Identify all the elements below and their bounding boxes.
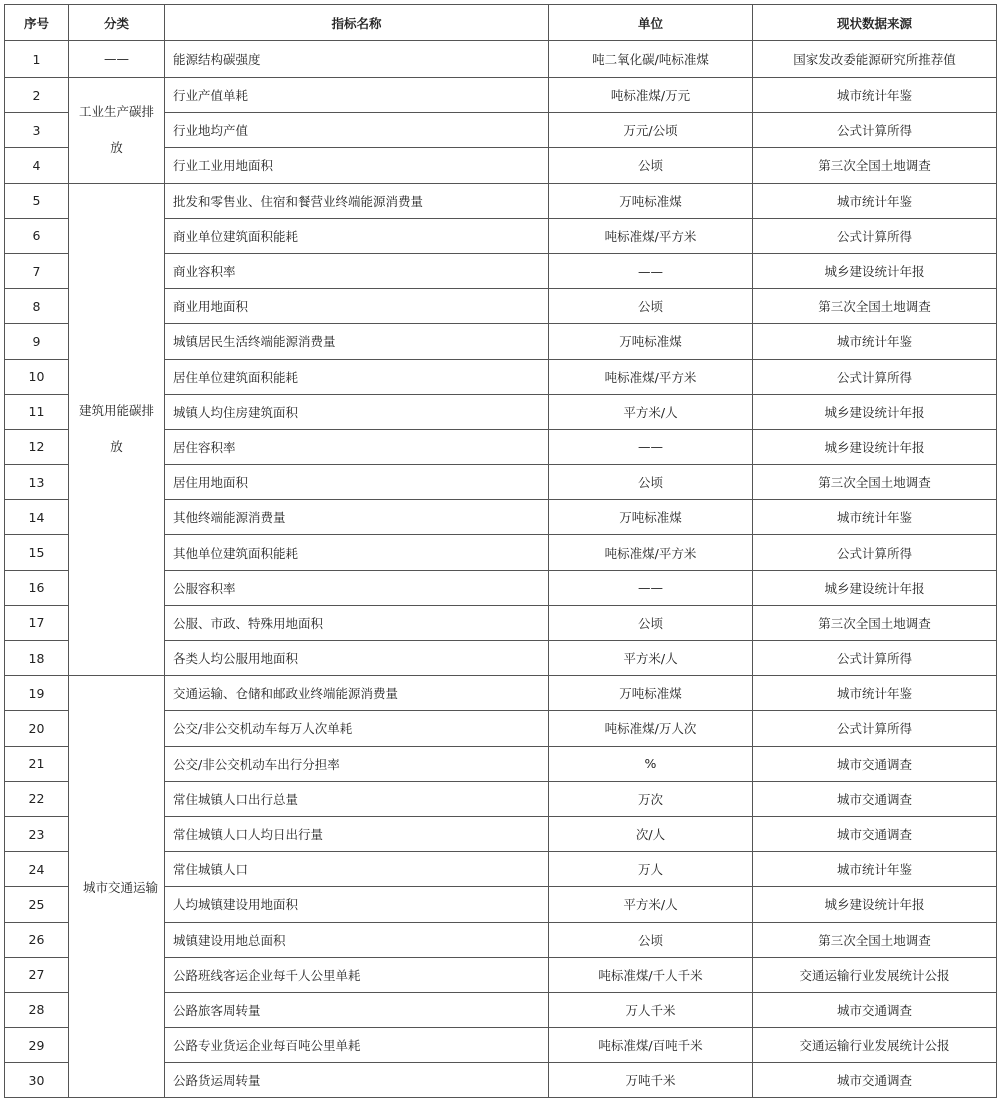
indicator-name: 公路专业货运企业每百吨公里单耗	[165, 1028, 549, 1063]
unit: 万吨千米	[549, 1063, 753, 1098]
row-number: 27	[5, 957, 69, 992]
header-row	[5, 5, 997, 41]
row-number: 9	[5, 324, 69, 359]
indicator-name: 能源结构碳强度	[165, 41, 549, 78]
indicator-name: 公交/非公交机动车出行分担率	[165, 746, 549, 781]
header-indicator-name: 指标名称	[165, 5, 549, 41]
data-source: 城市交通调查	[753, 746, 997, 781]
row-number: 19	[5, 676, 69, 711]
data-source: 城市统计年鉴	[753, 78, 997, 113]
row-number: 7	[5, 253, 69, 288]
data-source: 城乡建设统计年报	[753, 570, 997, 605]
row-number: 4	[5, 148, 69, 183]
data-source: 城市交通调查	[753, 992, 997, 1027]
row-number: 26	[5, 922, 69, 957]
unit: 万吨标准煤	[549, 676, 753, 711]
row-number: 11	[5, 394, 69, 429]
indicator-name: 其他单位建筑面积能耗	[165, 535, 549, 570]
unit: 吨标准煤/平方米	[549, 535, 753, 570]
table-row	[5, 183, 997, 218]
indicator-name: 商业单位建筑面积能耗	[165, 218, 549, 253]
unit: 公顷	[549, 605, 753, 640]
indicator-table	[4, 4, 997, 1098]
row-number: 13	[5, 465, 69, 500]
row-number: 15	[5, 535, 69, 570]
unit: 平方米/人	[549, 887, 753, 922]
indicator-name: 常住城镇人口人均日出行量	[165, 816, 549, 851]
unit: ——	[549, 429, 753, 464]
row-number: 22	[5, 781, 69, 816]
unit: 万元/公顷	[549, 113, 753, 148]
row-number: 6	[5, 218, 69, 253]
indicator-name: 交通运输、仓储和邮政业终端能源消费量	[165, 676, 549, 711]
category-cell: 建筑用能碳排放	[69, 183, 165, 676]
unit: 吨二氧化碳/吨标准煤	[549, 41, 753, 78]
indicator-name: 常住城镇人口出行总量	[165, 781, 549, 816]
unit: 公顷	[549, 289, 753, 324]
table-row	[5, 676, 997, 711]
unit: 万吨标准煤	[549, 324, 753, 359]
unit: 吨标准煤/万元	[549, 78, 753, 113]
category-cell: ——	[69, 41, 165, 78]
data-source: 公式计算所得	[753, 359, 997, 394]
indicator-name: 城镇居民生活终端能源消费量	[165, 324, 549, 359]
data-source: 第三次全国土地调查	[753, 289, 997, 324]
unit: 平方米/人	[549, 394, 753, 429]
indicator-name: 行业地均产值	[165, 113, 549, 148]
header-category: 分类	[69, 5, 165, 41]
indicator-name: 公交/非公交机动车每万人次单耗	[165, 711, 549, 746]
unit: ——	[549, 570, 753, 605]
data-source: 城乡建设统计年报	[753, 429, 997, 464]
row-number: 2	[5, 78, 69, 113]
unit: 万吨标准煤	[549, 500, 753, 535]
unit: 公顷	[549, 922, 753, 957]
data-source: 交通运输行业发展统计公报	[753, 957, 997, 992]
indicator-name: 居住单位建筑面积能耗	[165, 359, 549, 394]
row-number: 21	[5, 746, 69, 781]
row-number: 14	[5, 500, 69, 535]
data-source: 第三次全国土地调查	[753, 465, 997, 500]
row-number: 16	[5, 570, 69, 605]
data-source: 城乡建设统计年报	[753, 394, 997, 429]
header-unit: 单位	[549, 5, 753, 41]
row-number: 10	[5, 359, 69, 394]
unit: 万人千米	[549, 992, 753, 1027]
unit: ——	[549, 253, 753, 288]
unit: 吨标准煤/平方米	[549, 218, 753, 253]
indicator-name: 商业容积率	[165, 253, 549, 288]
data-source: 第三次全国土地调查	[753, 148, 997, 183]
category-cell: 城市交通运输	[69, 676, 165, 1098]
row-number: 17	[5, 605, 69, 640]
row-number: 23	[5, 816, 69, 851]
header-no: 序号	[5, 5, 69, 41]
data-source: 城乡建设统计年报	[753, 253, 997, 288]
data-source: 公式计算所得	[753, 711, 997, 746]
data-source: 公式计算所得	[753, 113, 997, 148]
data-source: 城市统计年鉴	[753, 676, 997, 711]
row-number: 25	[5, 887, 69, 922]
indicator-name: 公服容积率	[165, 570, 549, 605]
table-row	[5, 78, 997, 113]
data-source: 城市统计年鉴	[753, 324, 997, 359]
category-cell: 工业生产碳排放	[69, 78, 165, 184]
table-row	[5, 41, 997, 78]
indicator-name: 批发和零售业、住宿和餐营业终端能源消费量	[165, 183, 549, 218]
row-number: 8	[5, 289, 69, 324]
row-number: 20	[5, 711, 69, 746]
row-number: 3	[5, 113, 69, 148]
data-source: 城市统计年鉴	[753, 500, 997, 535]
row-number: 30	[5, 1063, 69, 1098]
header-source: 现状数据来源	[753, 5, 997, 41]
indicator-name: 常住城镇人口	[165, 852, 549, 887]
data-source: 城市统计年鉴	[753, 852, 997, 887]
row-number: 24	[5, 852, 69, 887]
indicator-name: 行业产值单耗	[165, 78, 549, 113]
data-source: 城市交通调查	[753, 1063, 997, 1098]
indicator-name: 各类人均公服用地面积	[165, 641, 549, 676]
unit: 平方米/人	[549, 641, 753, 676]
data-source: 城市统计年鉴	[753, 183, 997, 218]
unit: 万吨标准煤	[549, 183, 753, 218]
data-source: 城市交通调查	[753, 816, 997, 851]
data-source: 第三次全国土地调查	[753, 922, 997, 957]
indicator-name: 公路班线客运企业每千人公里单耗	[165, 957, 549, 992]
unit: 万次	[549, 781, 753, 816]
unit: 公顷	[549, 148, 753, 183]
row-number: 29	[5, 1028, 69, 1063]
unit: 次/人	[549, 816, 753, 851]
data-source: 公式计算所得	[753, 641, 997, 676]
data-source: 城乡建设统计年报	[753, 887, 997, 922]
row-number: 28	[5, 992, 69, 1027]
row-number: 5	[5, 183, 69, 218]
unit: 吨标准煤/百吨千米	[549, 1028, 753, 1063]
indicator-name: 公路旅客周转量	[165, 992, 549, 1027]
indicator-name: 行业工业用地面积	[165, 148, 549, 183]
unit: 万人	[549, 852, 753, 887]
unit: 吨标准煤/千人千米	[549, 957, 753, 992]
data-source: 国家发改委能源研究所推荐值	[753, 41, 997, 78]
indicator-name: 人均城镇建设用地面积	[165, 887, 549, 922]
unit: %	[549, 746, 753, 781]
unit: 吨标准煤/平方米	[549, 359, 753, 394]
indicator-name: 公服、市政、特殊用地面积	[165, 605, 549, 640]
data-source: 城市交通调查	[753, 781, 997, 816]
indicator-name: 商业用地面积	[165, 289, 549, 324]
data-source: 公式计算所得	[753, 218, 997, 253]
indicator-name: 其他终端能源消费量	[165, 500, 549, 535]
indicator-name: 居住容积率	[165, 429, 549, 464]
unit: 公顷	[549, 465, 753, 500]
row-number: 12	[5, 429, 69, 464]
indicator-name: 城镇人均住房建筑面积	[165, 394, 549, 429]
data-source: 公式计算所得	[753, 535, 997, 570]
unit: 吨标准煤/万人次	[549, 711, 753, 746]
row-number: 1	[5, 41, 69, 78]
indicator-name: 城镇建设用地总面积	[165, 922, 549, 957]
indicator-name: 公路货运周转量	[165, 1063, 549, 1098]
row-number: 18	[5, 641, 69, 676]
data-source: 第三次全国土地调查	[753, 605, 997, 640]
indicator-name: 居住用地面积	[165, 465, 549, 500]
data-source: 交通运输行业发展统计公报	[753, 1028, 997, 1063]
